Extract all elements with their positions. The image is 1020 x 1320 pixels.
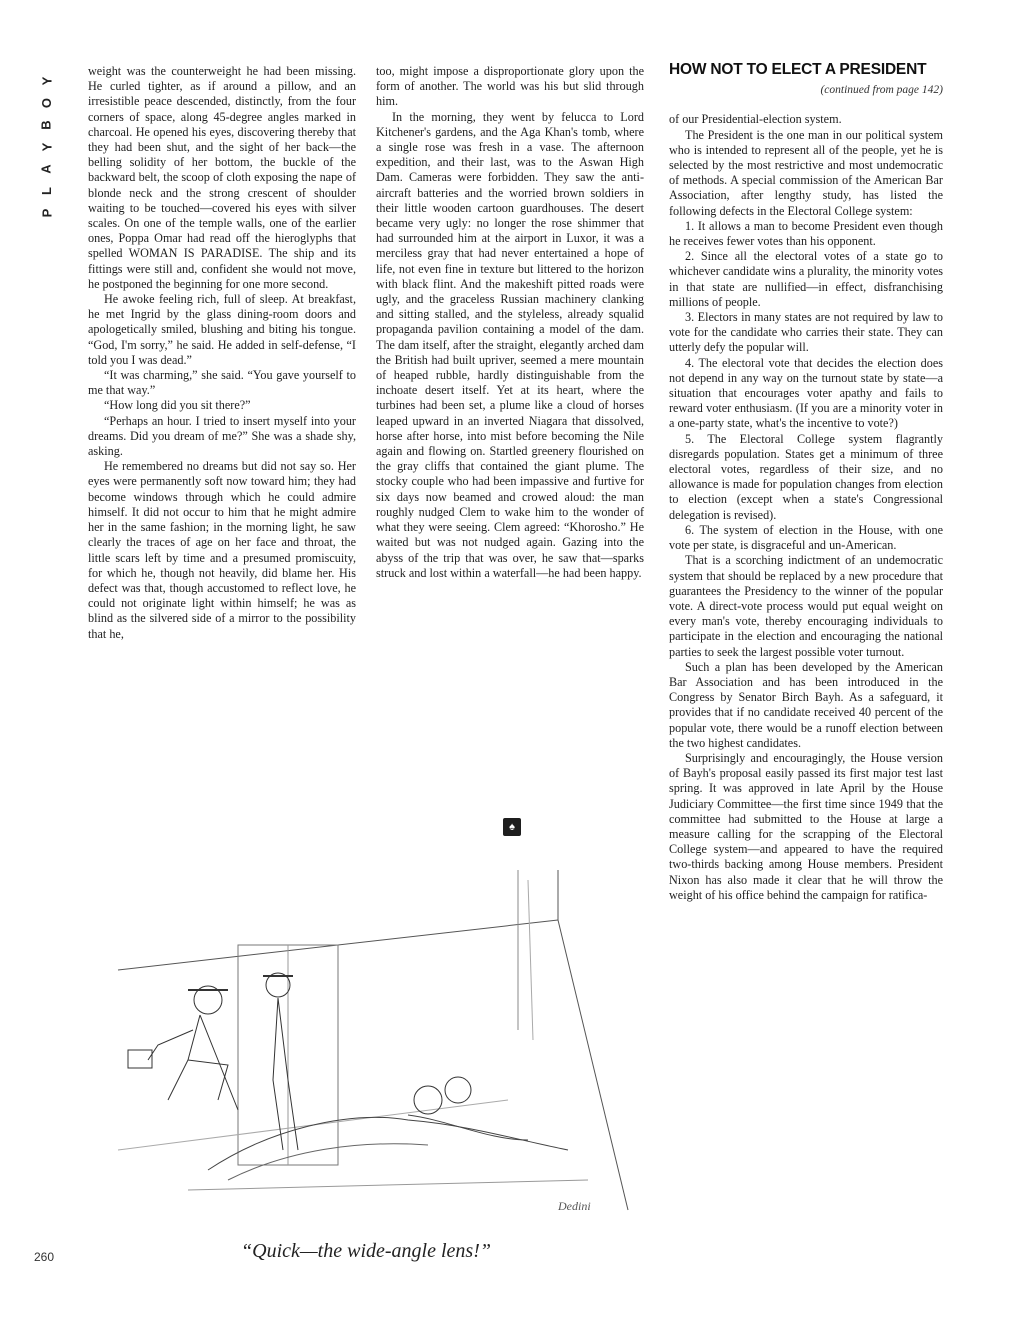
- page-number: 260: [34, 1250, 55, 1264]
- end-of-story-mark: ♠: [503, 818, 521, 836]
- cartoon-illustration: [88, 850, 636, 1230]
- story-paragraph: He remembered no dreams but did not say so. Her eyes were permanently soft now toward him; they had become windows through which he could admire himself. It did not occur to him that he might admire her in the same fashion; in the morning light, he saw clearly the traces of age on her face and throat, the little scars left by time and a presumed promiscuity, for which he, though not heavily, did blame her. His defect was that, though accustomed to reflect love, he could not originate light within himself; he was as blind as the silvered side of a mirror to the possibility that he,: [88, 459, 356, 641]
- continued-note: (continued from page 142): [820, 84, 943, 97]
- story-paragraph: weight was the counterweight he had been missing. He curled tighter, as if around a pillow, and an irresistible peace descended, distinctly, from the four corners of space, along 45-degree angles marked in charcoal. He opened his eyes, discovering thereby that they had been shut, and the sight of her back—the belling solidity of her bottom, the buckle of the backward belt, the scoop of cloth exposing the nape of blonde neck and the strong crescent of shoulder waiting to be touched—covered his eyes with silver scales. On one of the temple walls, one of the earlier ones, Poppa Omar had read off the hieroglyphs that spelled WOMAN IS PARADISE. The ship and its fittings were still and, confident she would not move, he postponed the beginning for one more second.: [88, 64, 356, 291]
- article-paragraph: Such a plan has been developed by the American Bar Association and has been introduced in the Congress by Senator Birch Bayh. As a safeguard, it provides that if no candidate received 40 percent of the popular vote, there would be a runoff election between the two highest candidates.: [669, 659, 943, 750]
- story-paragraph: too, might impose a disproportionate glory upon the form of another. The world was his but slid through him.: [376, 64, 644, 109]
- magazine-letter: L: [38, 187, 54, 195]
- article-paragraph: 5. The Electoral College system flagrantly disregards population. States get a minimum of three electoral votes, regardless of their size, and no allowance is made for population changes from election to election (except when a state's Congressional delegation is revised).: [669, 431, 943, 522]
- article-paragraph: 2. Since all the electoral votes of a state go to whichever candidate wins a plurality, the minority votes in that state are nullified—in effect, disfranchising millions of people.: [669, 249, 943, 309]
- magazine-letter: Y: [38, 76, 54, 86]
- article-paragraph: Surprisingly and encouragingly, the House version of Bayh's proposal easily passed its first major test last spring. It was approved in late April by the House Judiciary Committee—the first time since 1949 that the committee had submitted to the House at large a measure calling for the scrapping of the Electoral College system—and appeared to have the required two-thirds backing among House members. President Nixon has also made it clear that he will throw the weight of his office behind the campaign for ratifica-: [669, 750, 943, 902]
- story-paragraph: “How long did you sit there?”: [104, 398, 251, 413]
- magazine-letter: Y: [38, 142, 54, 152]
- article-column: [669, 62, 943, 903]
- article-paragraph: 6. The system of election in the House, with one vote per state, is disgraceful and un-American.: [669, 522, 943, 553]
- story-column-2: [376, 64, 644, 581]
- article-headline: HOW NOT TO ELECT A PRESIDENT: [669, 61, 927, 78]
- story-paragraph: “Perhaps an hour. I tried to insert myself into your dreams. Did you dream of me?” She was a shade shy, asking.: [88, 413, 356, 459]
- article-paragraph: The President is the one man in our political system who is intended to represent all of the people, yet he is selected by the most restrictive and most undemocratic of methods. A special commission of the American Bar Association, after lengthy study, has listed the following defects in the Electoral College system:: [669, 127, 943, 218]
- cartoon-caption: “Quick—the wide-angle lens!”: [241, 1240, 491, 1262]
- magazine-letter: A: [38, 164, 54, 174]
- article-paragraph: That is a scorching indictment of an undemocratic system that should be replaced by a new procedure that guarantees the Presidency to the winner of the popular vote. A direct-vote process would put equal weight on every man's vote, thereby encouraging individuals to participate in the election and encouraging the national parties to seek the largest possible voter turnout.: [669, 553, 943, 659]
- story-paragraph: He awoke feeling rich, full of sleep. At breakfast, he met Ingrid by the glass dining-room doors and apologetically smiled, blushing and biting his tongue. “God, I'm sorry,” he said. He added in self-defense, “I told you I was dead.”: [88, 292, 356, 367]
- article-paragraph: 4. The electoral vote that decides the election does not depend in any way on the turnout state by state—a situation that encourages voter apathy and fails to reward voter enthusiasm. (If you are a minority voter in a one-party state, what's the incentive to vote?): [669, 355, 943, 431]
- story-paragraph: In the morning, they went by felucca to Lord Kitchener's gardens, and the Aga Khan's tomb, where a single rose was fresh in a vase. The afternoon expedition, and their last, was to the Aswan High Dam. Cameras were forbidden. They saw the anti-aircraft batteries and the worried brown soldiers in their little wooden cartoon guardhouses. The desert became very ugly: no longer the rose shimmer that had surrounded him at the airport in Luxor, it was a merciless gray that had never entertained a hope of life, not even fine in texture but littered to the horizon with black flint. And the makeshift pitted roads were ugly, and the graceless Russian machinery clanking and sitting stalled, and the styleless, already squalid propaganda pavilion containing a model of the dam. The dam itself, after the straight, elegantly arched dam the British had built upriver, seemed a mere mountain of heaped rubble, hardly distinguishable from the inchoate desert itself. Yet at its heart, where the turbines had been set, a plume like a cloud of horses leaped upward in an inverted Niagara that dissolved, horse after horse, into mist before becoming the Nile again and flowing on. Startled greenery flourished on the gray cliffs that contained the giant plume. The stocky couple who had been impassive and furtive for six days now beamed and crowed aloud: the man roughly nudged Clem to wake him to the wonder of what they were seeing. Clem agreed: “Khorosho.” He waited but was not nudged again. Gazing into the abyss of the trip that was over, he saw that—sparks struck and lost within a waterfall—he had been happy.: [376, 109, 644, 580]
- magazine-letter: O: [39, 97, 54, 109]
- magazine-name-vertical: [36, 70, 58, 224]
- article-paragraph: of our Presidential-election system.: [669, 112, 842, 127]
- story-column-1: [88, 64, 356, 642]
- story-paragraph: “It was charming,” she said. “You gave yourself to me that way.”: [88, 368, 356, 398]
- magazine-letter: P: [38, 208, 54, 218]
- article-paragraph: 1. It allows a man to become President even though he receives fewer votes than his opponent.: [669, 218, 943, 249]
- cartoonist-signature: Dedini: [558, 1199, 591, 1213]
- article-paragraph: 3. Electors in many states are not required by law to vote for the candidate who carries their state. They can utterly defy the popular will.: [669, 310, 943, 355]
- magazine-letter: B: [38, 120, 54, 130]
